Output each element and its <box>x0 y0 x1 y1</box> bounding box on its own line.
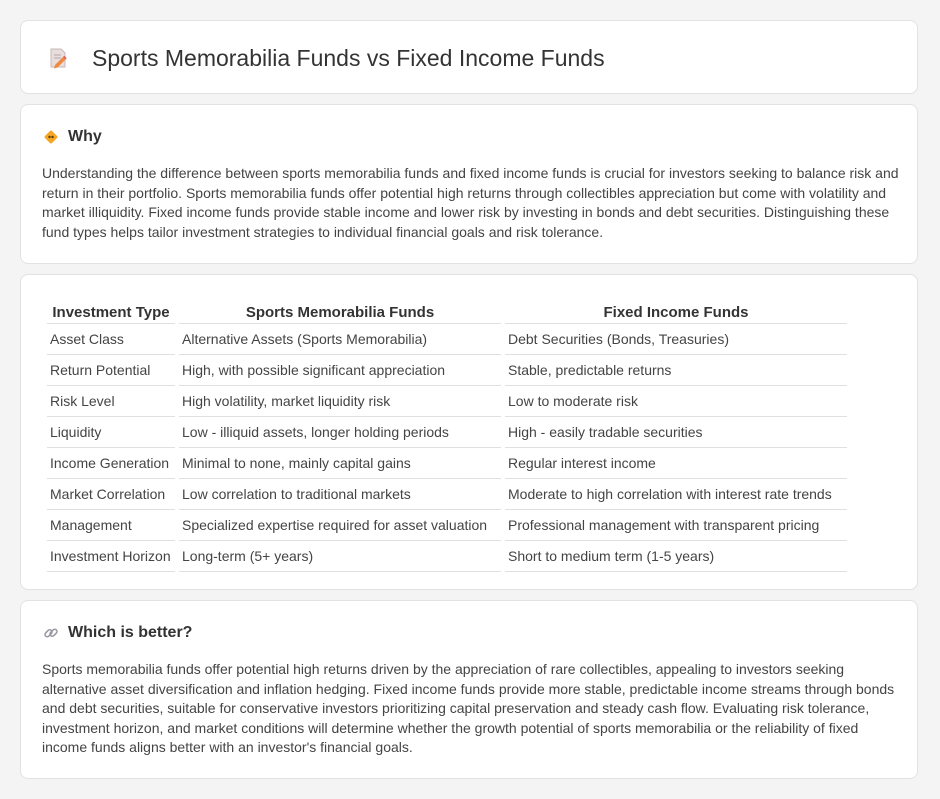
table-cell: Management <box>47 510 175 541</box>
column-header: Investment Type <box>47 295 175 324</box>
table-cell: Regular interest income <box>505 448 847 479</box>
link-icon <box>43 625 59 641</box>
table-row <box>47 541 847 572</box>
table-row <box>47 448 847 479</box>
comparison-table <box>43 295 851 572</box>
table-cell: Income Generation <box>47 448 175 479</box>
table-cell: Market Correlation <box>47 479 175 510</box>
table-cell: Short to medium term (1-5 years) <box>505 541 847 572</box>
why-heading <box>43 127 102 147</box>
diamond-sign-icon <box>43 129 59 145</box>
why-text: Understanding the difference between sports memorabilia funds and fixed income funds is crucial for investors seeking to balance risk and return in their portfolio. Sports memorabilia funds offer potential high returns through collectibles appreciation but come with volatility and market illiquidity. Fixed income funds provide stable income and lower risk by investing in bonds and debt securities. Distinguishing these fund types helps tailor investment strategies to individual financial goals and risk tolerance. <box>42 165 899 240</box>
table-cell: Stable, predictable returns <box>505 355 847 386</box>
table-cell: Low correlation to traditional markets <box>179 479 501 510</box>
table-cell: Low to moderate risk <box>505 386 847 417</box>
header-card <box>20 20 918 94</box>
table-cell: Specialized expertise required for asset valuation <box>179 510 501 541</box>
table-cell: Risk Level <box>47 386 175 417</box>
table-header-row <box>47 295 847 324</box>
table-cell: Investment Horizon <box>47 541 175 572</box>
table-cell: Debt Securities (Bonds, Treasuries) <box>505 324 847 355</box>
table-cell: Long-term (5+ years) <box>179 541 501 572</box>
table-row <box>47 417 847 448</box>
table-cell: Low - illiquid assets, longer holding periods <box>179 417 501 448</box>
table-cell: Minimal to none, mainly capital gains <box>179 448 501 479</box>
table-row <box>47 324 847 355</box>
table-cell: Moderate to high correlation with interest rate trends <box>505 479 847 510</box>
which-is-better-section <box>20 600 918 779</box>
why-title: Why <box>68 128 102 145</box>
column-header: Sports Memorabilia Funds <box>179 295 501 324</box>
table-cell: Return Potential <box>47 355 175 386</box>
table-cell: Liquidity <box>47 417 175 448</box>
table-cell: High volatility, market liquidity risk <box>179 386 501 417</box>
comparison-section <box>20 274 918 590</box>
table-cell: Alternative Assets (Sports Memorabilia) <box>179 324 501 355</box>
table-row <box>47 355 847 386</box>
page-title: Sports Memorabilia Funds vs Fixed Income Funds <box>92 45 605 71</box>
better-text: Sports memorabilia funds offer potential high returns driven by the appreciation of rare collectibles, appealing to investors seeking alternative asset diversification and inflation hedging. Fixed income funds provide more stable, predictable income streams through bonds and debt securities, suitable for conservative investors prioritizing capital preservation and steady cash flow. Evaluating risk tolerance, investment horizon, and market conditions will determine whether the growth potential of sports memorabilia or the reliability of fixed income funds aligns better with an investor's financial goals. <box>42 661 895 755</box>
table-row <box>47 479 847 510</box>
table-row <box>47 510 847 541</box>
table-cell: High, with possible significant appreciation <box>179 355 501 386</box>
column-header: Fixed Income Funds <box>505 295 847 324</box>
table-cell: High - easily tradable securities <box>505 417 847 448</box>
table-row <box>47 386 847 417</box>
document-edit-icon <box>47 47 69 69</box>
better-title: Which is better? <box>68 624 193 641</box>
table-cell: Asset Class <box>47 324 175 355</box>
better-heading <box>43 623 192 643</box>
why-section <box>20 104 918 264</box>
table-cell: Professional management with transparent pricing <box>505 510 847 541</box>
